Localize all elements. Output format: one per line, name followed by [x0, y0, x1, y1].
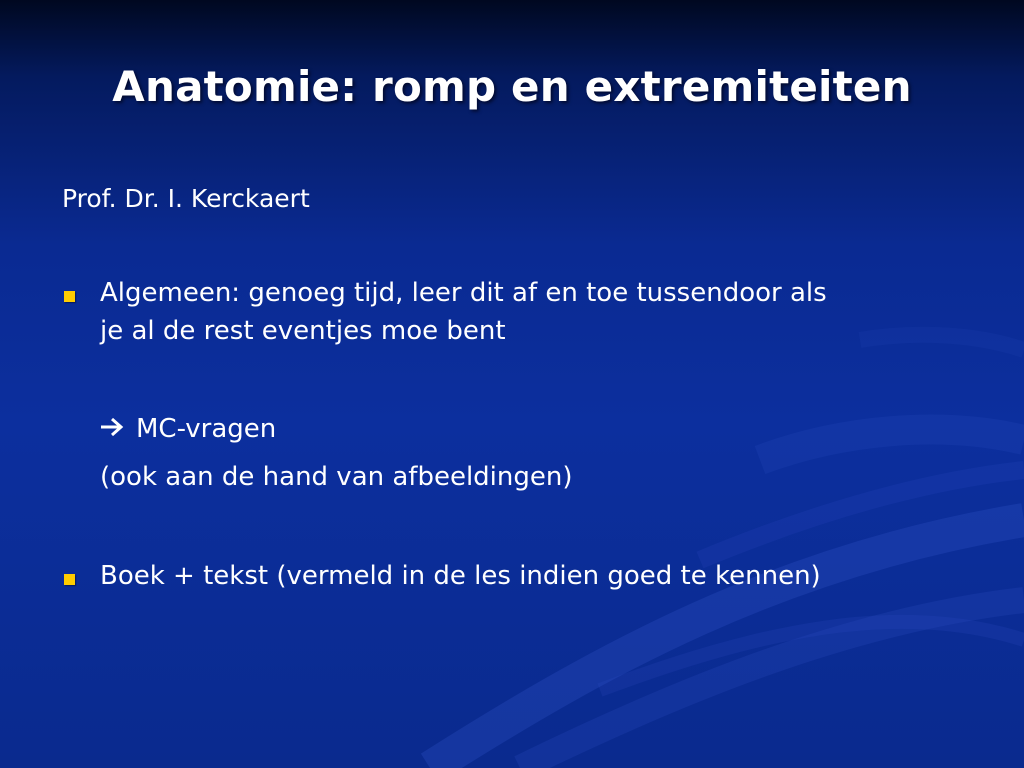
bullet-marker-2 [64, 574, 75, 585]
illustrations-note: (ook aan de hand van afbeeldingen) [100, 462, 573, 492]
mc-questions-line [100, 414, 276, 444]
right-arrow-icon [100, 414, 126, 444]
bullet-2-line-1: Boek + tekst (vermeld in de les indien goed te kennen) [100, 561, 821, 591]
mc-questions-text: MC-vragen [136, 414, 277, 444]
slide-title: Anatomie: romp en extremiteiten [112, 62, 912, 111]
author-name: Prof. Dr. I. Kerckaert [62, 184, 310, 213]
bullet-1-line-1: Algemeen: genoeg tijd, leer dit af en toe tussendoor als [100, 278, 827, 308]
bullet-marker-1 [64, 291, 75, 302]
bullet-1-line-2: je al de rest eventjes moe bent [100, 316, 506, 346]
